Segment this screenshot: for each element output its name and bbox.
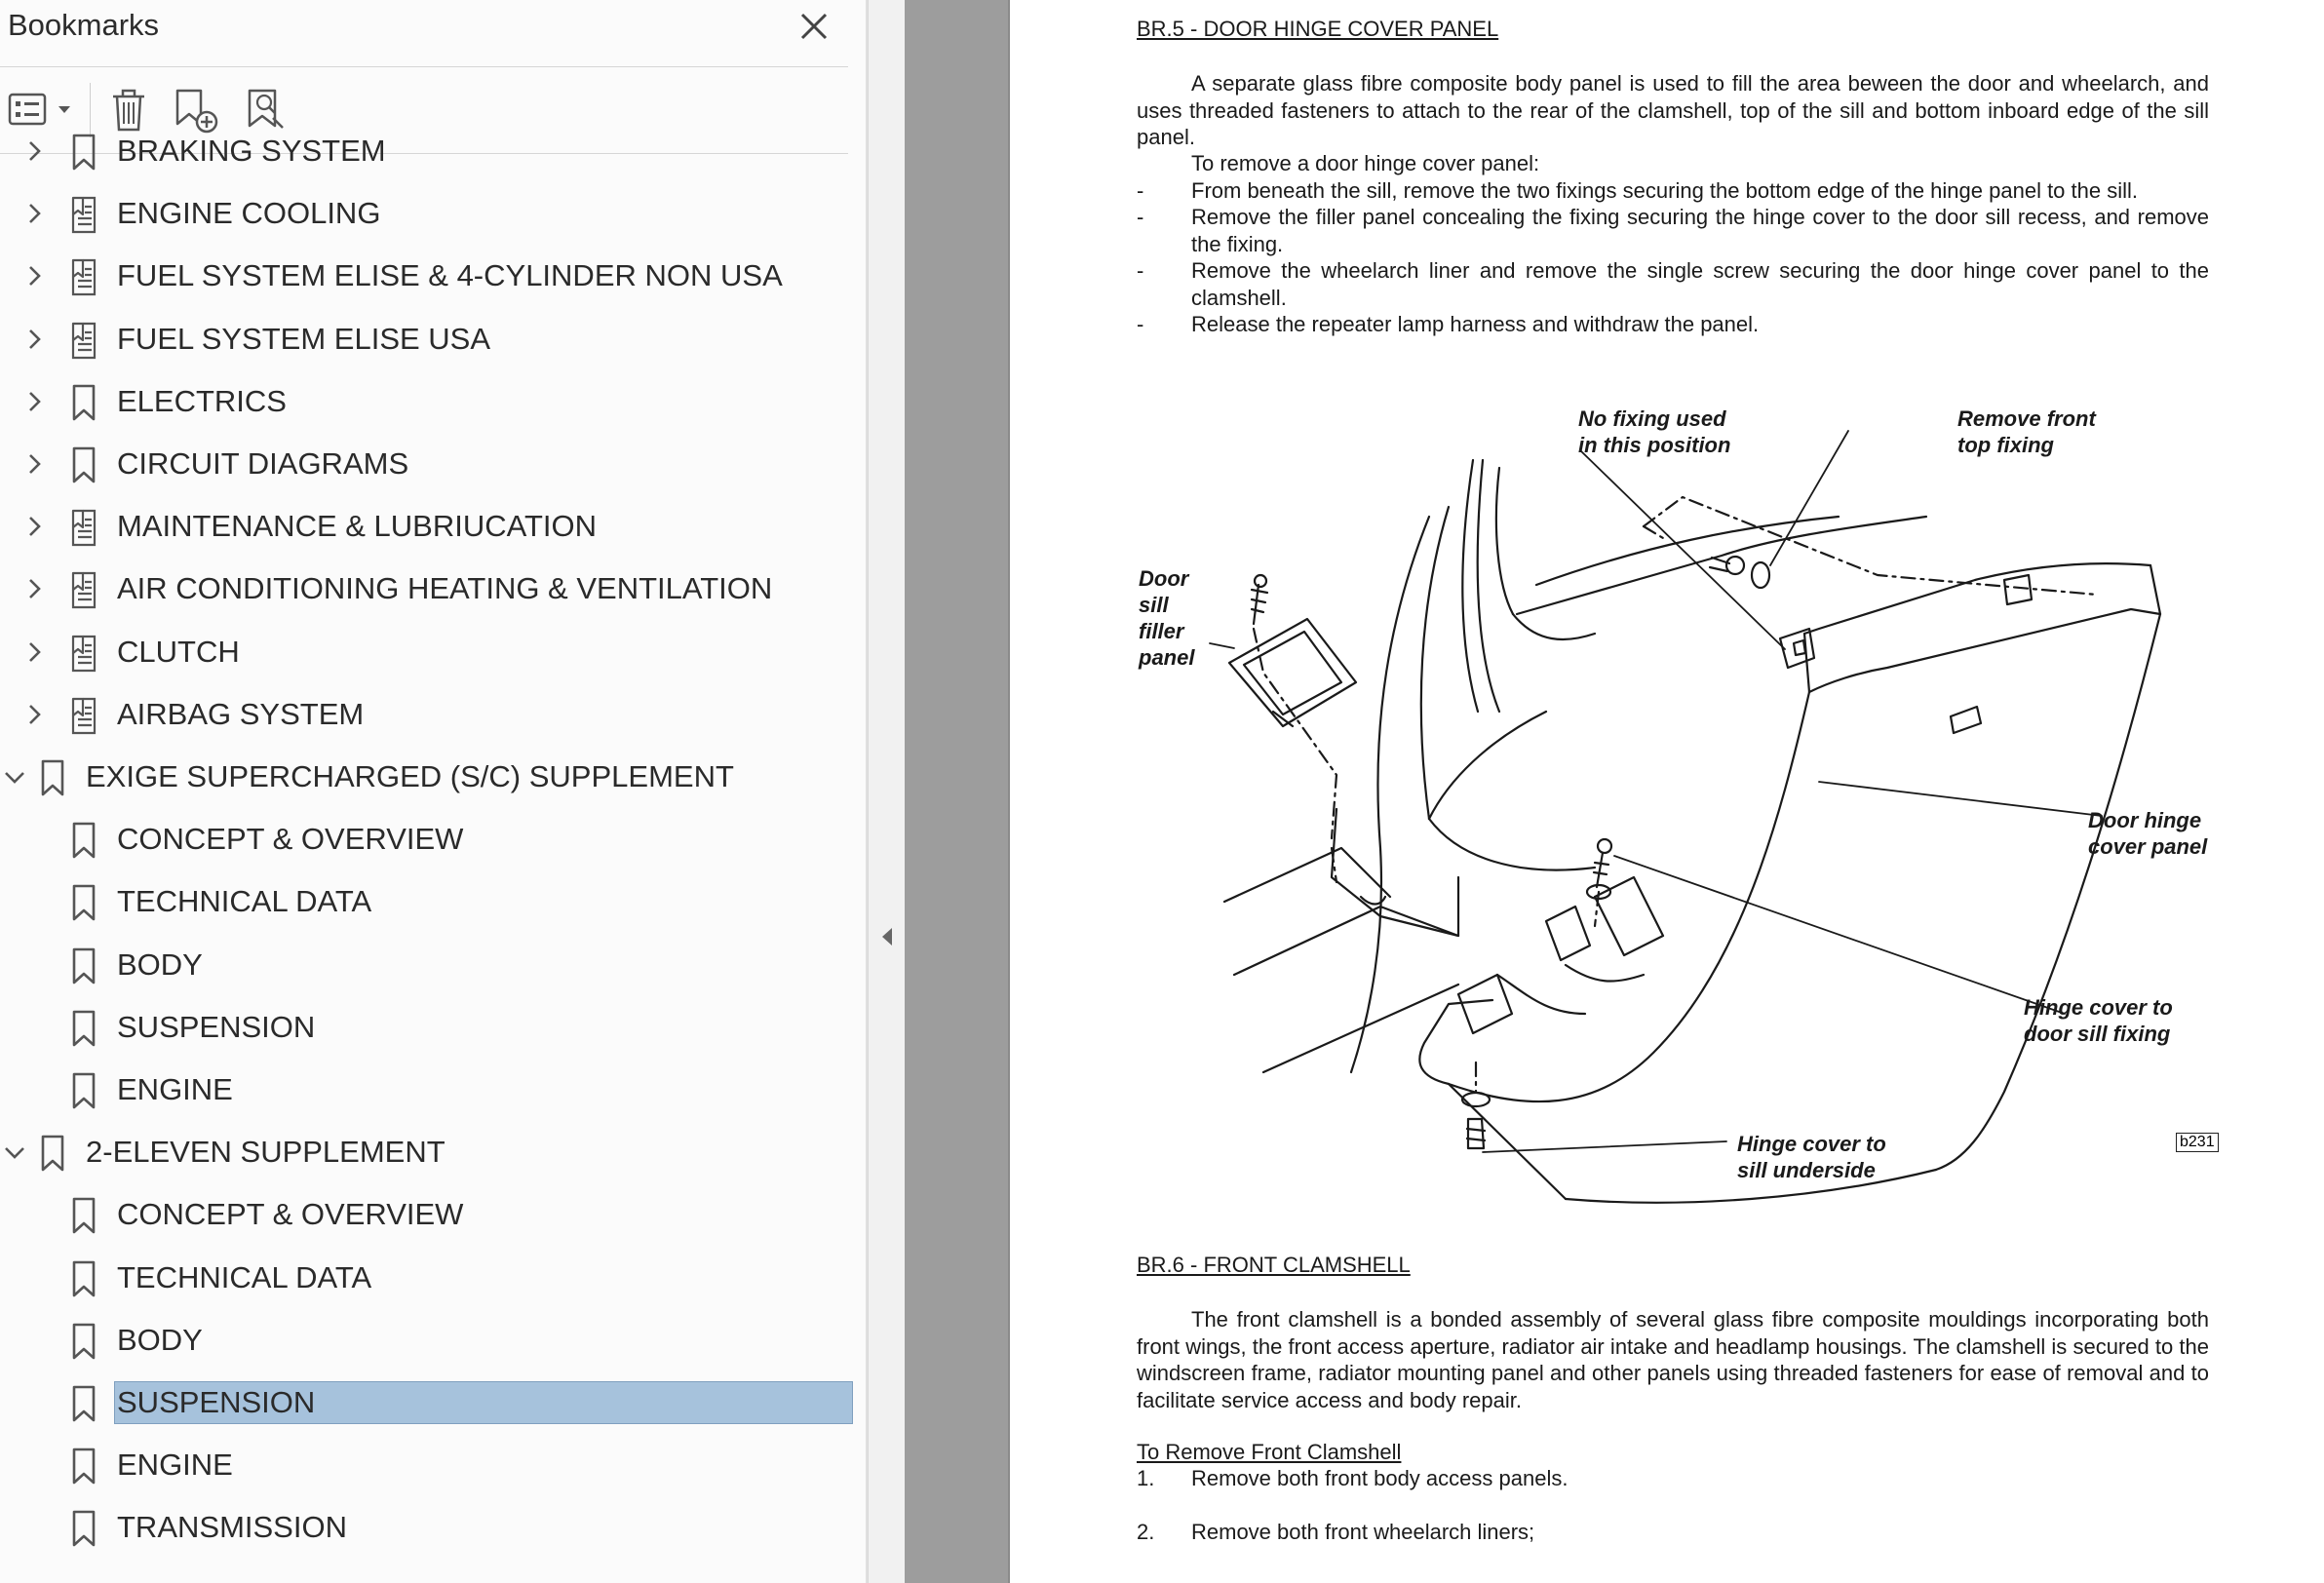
bookmark-label: TECHNICAL DATA xyxy=(117,1259,372,1294)
bookmark-label: CONCEPT & OVERVIEW xyxy=(117,1197,464,1232)
bullet-dash: - xyxy=(1137,178,1144,203)
bookmark-label: 2-ELEVEN SUPPLEMENT xyxy=(86,1135,445,1170)
bookmark-item[interactable] xyxy=(0,686,868,743)
page-bookmark-icon xyxy=(70,321,97,360)
bookmark-item[interactable] xyxy=(0,248,868,304)
bullet-dash: - xyxy=(1137,205,1144,229)
page-bookmark-icon xyxy=(70,257,97,296)
bookmark-item[interactable] xyxy=(0,1312,868,1369)
chevron-right-icon[interactable] xyxy=(21,138,47,164)
bookmark-icon xyxy=(70,1196,97,1235)
chevron-right-icon[interactable] xyxy=(21,702,47,727)
bookmark-icon xyxy=(70,1384,97,1423)
bookmark-icon xyxy=(70,821,97,860)
bookmark-label: TRANSMISSION xyxy=(117,1510,347,1545)
chevron-down-icon[interactable] xyxy=(2,764,27,790)
bookmark-label: CIRCUIT DIAGRAMS xyxy=(117,446,409,481)
br6-intro-paragraph: The front clamshell is a bonded assembly of several glass fibre composite mouldings incorporating both front wings, the front access aperture, radiator air intake and headlamp housings. The clamshell is secured to the windscreen frame, radiator mounting panel and other panels using threaded fasteners for ease of removal and to facilitate service access and body repair. xyxy=(1137,1307,2209,1412)
bookmark-icon xyxy=(39,758,66,797)
callout-front-top-fixing: Remove front top fixing xyxy=(1957,406,2096,457)
bookmark-item[interactable] xyxy=(0,811,868,868)
bookmark-item[interactable] xyxy=(0,560,868,617)
bookmark-label: EXIGE SUPERCHARGED (S/C) SUPPLEMENT xyxy=(86,759,734,793)
bookmark-icon xyxy=(70,946,97,985)
chevron-right-icon[interactable] xyxy=(21,639,47,665)
bookmark-icon xyxy=(70,445,97,484)
br6-step-2: Remove both front wheelarch liners; xyxy=(1191,1520,1535,1544)
bookmark-label: FUEL SYSTEM ELISE USA xyxy=(117,321,491,356)
bookmarks-tree xyxy=(0,134,868,1583)
page-bookmark-icon xyxy=(70,508,97,547)
bookmark-icon xyxy=(70,1009,97,1048)
bookmark-label: MAINTENANCE & LUBRIUCATION xyxy=(117,509,598,544)
chevron-right-icon[interactable] xyxy=(21,576,47,601)
page-bookmark-icon xyxy=(70,634,97,673)
bookmark-item[interactable] xyxy=(0,1124,868,1180)
bookmark-label: SUSPENSION xyxy=(115,1382,852,1423)
chevron-down-icon[interactable] xyxy=(2,1139,27,1165)
br6-step-1: Remove both front body access panels. xyxy=(1191,1466,1569,1490)
callout-no-fixing: No fixing used in this position xyxy=(1578,406,1731,457)
document-gutter xyxy=(905,0,1010,1583)
br6-remove-heading: To Remove Front Clamshell xyxy=(1137,1440,1402,1464)
panel-splitter[interactable] xyxy=(868,0,906,1583)
bookmark-item[interactable] xyxy=(0,185,868,242)
chevron-right-icon[interactable] xyxy=(21,514,47,539)
br5-step-4: Release the repeater lamp harness and withdraw the panel. xyxy=(1191,312,1760,336)
section-heading-br5: BR.5 - DOOR HINGE COVER PANEL xyxy=(1137,17,1499,41)
bullet-dash: - xyxy=(1137,258,1144,283)
bookmarks-title: Bookmarks xyxy=(8,8,160,42)
chevron-right-icon[interactable] xyxy=(21,389,47,414)
bookmark-label: BODY xyxy=(117,1322,203,1357)
bookmark-item[interactable] xyxy=(0,373,868,430)
bookmark-icon xyxy=(70,1322,97,1361)
bookmark-item[interactable] xyxy=(0,436,868,492)
close-icon[interactable] xyxy=(797,10,831,43)
page-bookmark-icon xyxy=(70,570,97,609)
page-bookmark-icon xyxy=(70,696,97,735)
bookmark-item[interactable] xyxy=(0,311,868,367)
bullet-dash: - xyxy=(1137,312,1144,336)
bookmark-label: CONCEPT & OVERVIEW xyxy=(117,822,464,857)
figure-reference: b231 xyxy=(2176,1133,2219,1152)
bookmark-item[interactable] xyxy=(0,1374,868,1431)
bookmark-icon xyxy=(70,1509,97,1548)
bookmark-label: BRAKING SYSTEM xyxy=(117,134,386,168)
bookmark-icon xyxy=(70,1259,97,1298)
bookmark-icon xyxy=(70,1071,97,1110)
bookmark-label: ENGINE xyxy=(117,1448,233,1483)
bookmark-label: CLUTCH xyxy=(117,634,240,669)
bookmark-item[interactable] xyxy=(0,1437,868,1493)
bookmark-item[interactable] xyxy=(0,873,868,930)
bookmark-label: ELECTRICS xyxy=(117,383,287,418)
bookmark-icon xyxy=(39,1134,66,1173)
bookmark-icon xyxy=(70,1447,97,1486)
collapse-panel-icon[interactable] xyxy=(880,926,894,947)
chevron-right-icon[interactable] xyxy=(21,263,47,289)
callout-door-sill-filler: Door sill filler panel xyxy=(1139,566,1195,670)
chevron-right-icon[interactable] xyxy=(21,327,47,352)
bookmark-item[interactable] xyxy=(0,937,868,993)
bookmark-icon xyxy=(70,883,97,922)
bookmark-item[interactable] xyxy=(0,498,868,555)
bookmark-label: FUEL SYSTEM ELISE & 4-CYLINDER NON USA xyxy=(117,258,783,293)
bookmark-item[interactable] xyxy=(0,1062,868,1118)
chevron-right-icon[interactable] xyxy=(21,201,47,226)
bookmark-label: ENGINE xyxy=(117,1072,233,1106)
bookmarks-panel xyxy=(0,0,868,1583)
bookmark-label: BODY xyxy=(117,946,203,982)
br6-step-2-number: 2. xyxy=(1137,1520,1155,1544)
bookmark-item[interactable] xyxy=(0,1186,868,1243)
br5-step-1: From beneath the sill, remove the two fixings securing the bottom edge of the hinge panel to the sill. xyxy=(1191,178,2138,203)
bookmark-label: TECHNICAL DATA xyxy=(117,884,372,919)
bookmark-item[interactable] xyxy=(0,624,868,680)
chevron-right-icon[interactable] xyxy=(21,451,47,477)
document-page xyxy=(1010,0,2324,1583)
bookmark-icon xyxy=(70,383,97,422)
bookmark-item[interactable] xyxy=(0,749,868,805)
bookmarks-header xyxy=(0,0,848,67)
bookmark-item[interactable] xyxy=(0,123,868,179)
br6-step-1-number: 1. xyxy=(1137,1466,1155,1490)
br5-remove-intro: To remove a door hinge cover panel: xyxy=(1191,151,1540,175)
br5-step-2: Remove the filler panel concealing the fixing securing the hinge cover to the door sill recess, and remove the fixing. xyxy=(1191,205,2209,256)
bookmark-item[interactable] xyxy=(0,1499,868,1556)
callout-hinge-door-sill: Hinge cover to door sill fixing xyxy=(2024,995,2173,1046)
bookmark-label: AIRBAG SYSTEM xyxy=(117,696,365,731)
br5-step-3: Remove the wheelarch liner and remove the single screw securing the door hinge cover panel to the clamshell. xyxy=(1191,258,2209,310)
bookmark-label: ENGINE COOLING xyxy=(117,196,381,231)
page-bookmark-icon xyxy=(70,195,97,234)
bookmark-item[interactable] xyxy=(0,1250,868,1306)
section-heading-br6: BR.6 - FRONT CLAMSHELL xyxy=(1137,1253,1411,1277)
callout-door-hinge-cover: Door hinge cover panel xyxy=(2088,808,2208,859)
bookmark-icon xyxy=(70,133,97,172)
bookmark-item[interactable] xyxy=(0,999,868,1056)
callout-hinge-sill-underside: Hinge cover to sill underside xyxy=(1737,1132,1886,1182)
br5-intro-paragraph: A separate glass fibre composite body panel is used to fill the area beween the door and wheelarch, and uses threaded fasteners to attach to the rear of the clamshell, top of the sill and bottom inboard edge of the sill panel. xyxy=(1137,71,2209,149)
bookmark-label: AIR CONDITIONING HEATING & VENTILATION xyxy=(117,571,773,606)
bookmark-label: SUSPENSION xyxy=(117,1009,316,1044)
door-hinge-cover-diagram xyxy=(1137,390,2228,1199)
